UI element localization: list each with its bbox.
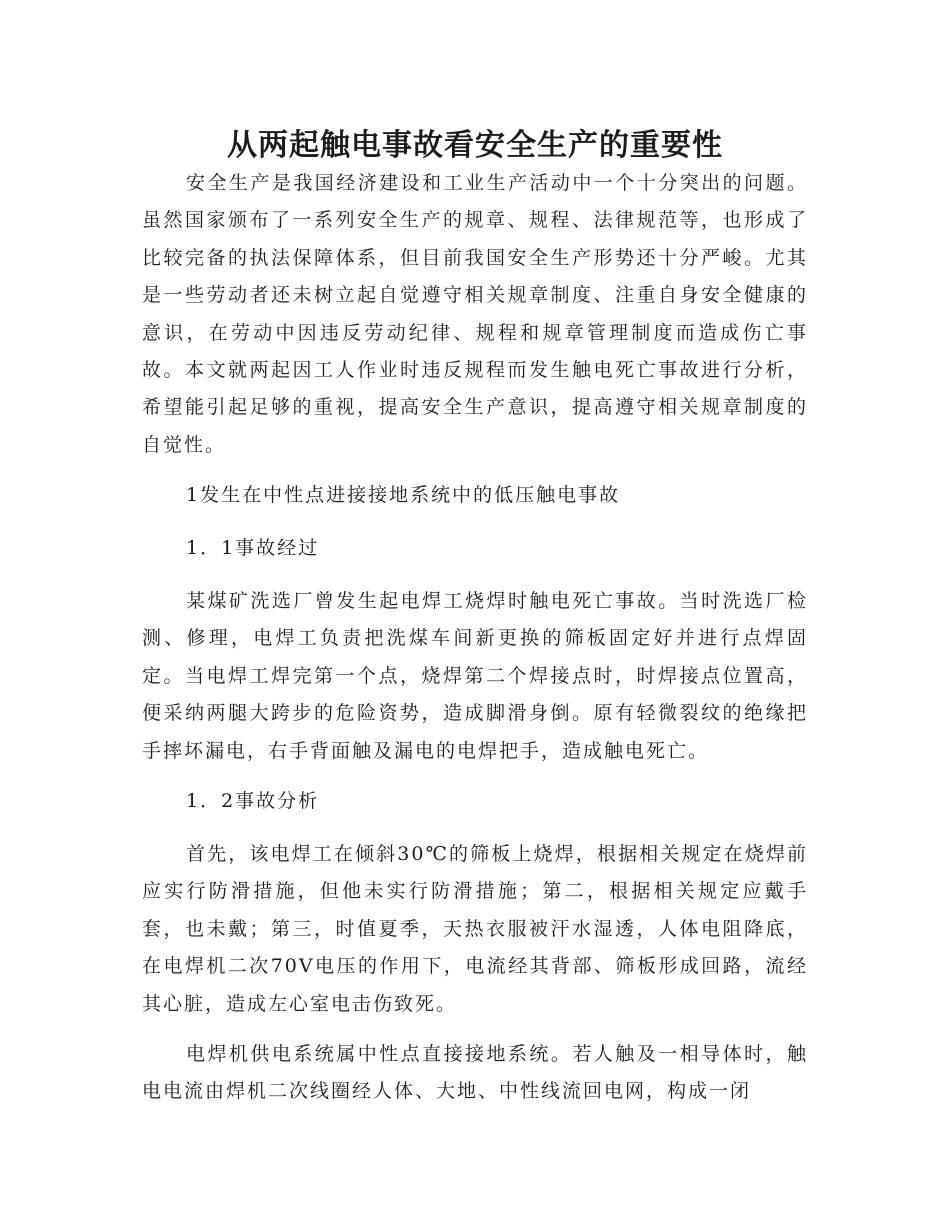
section-heading: 1发生在中性点进接接地系统中的低压触电事故 — [186, 484, 621, 506]
subsection-heading-accident-analysis: 1．2事故分析 — [186, 790, 320, 812]
subsection-heading-accident-process: 1．1事故经过 — [186, 537, 320, 559]
document-title: 从两起触电事故看安全生产的重要性 — [227, 128, 723, 164]
accident-process-paragraph: 某煤矿洗选厂曾发生起电焊工烧焊时触电死亡事故。当时洗选厂检测、修理，电焊工负责把洗煤车间新更换的筛板固定好并进行点焊固定。当电焊工焊完第一个点，烧焊第二个焊接点时，时焊接点位置高，便采纳两腿大跨步的危险资势，造成脚滑身倒。原有轻微裂纹的绝缘把手摔坏漏电，右手背面触及漏电的电焊把手，造成触电死亡。 — [142, 590, 808, 762]
accident-analysis-paragraph: 首先，该电焊工在倾斜30℃的筛板上烧焊，根据相关规定在烧焊前应实行防滑措施，但他未实行防滑措施；第二，根据相关规定应戴手套，也未戴；第三，时值夏季，天热衣服被汗水湿透，人体电阻降底，在电焊机二次70V电压的作用下，电流经其背部、筛板形成回路，流经其心脏，造成左心室电击伤致死。 — [142, 843, 808, 1015]
power-supply-paragraph: 电焊机供电系统属中性点直接接地系统。若人触及一相导体时，触电电流由焊机二次线圈经人体、大地、中性线流回电网，构成一闭 — [142, 1043, 808, 1103]
intro-paragraph: 安全生产是我国经济建设和工业生产活动中一个十分突出的问题。虽然国家颁布了一系列安全生产的规章、规程、法律规范等，也形成了比较完备的执法保障体系，但目前我国安全生产形势还十分严峻。尤其是一些劳动者还未树立起自觉遵守相关规章制度、注重自身安全健康的意识，在劳动中因违反劳动纪律、规程和规章管理制度而造成伤亡事故。本文就两起因工人作业时违反规程而发生触电死亡事故进行分析，希望能引起足够的重视，提高安全生产意识，提高遵守相关规章制度的自觉性。 — [142, 172, 808, 456]
